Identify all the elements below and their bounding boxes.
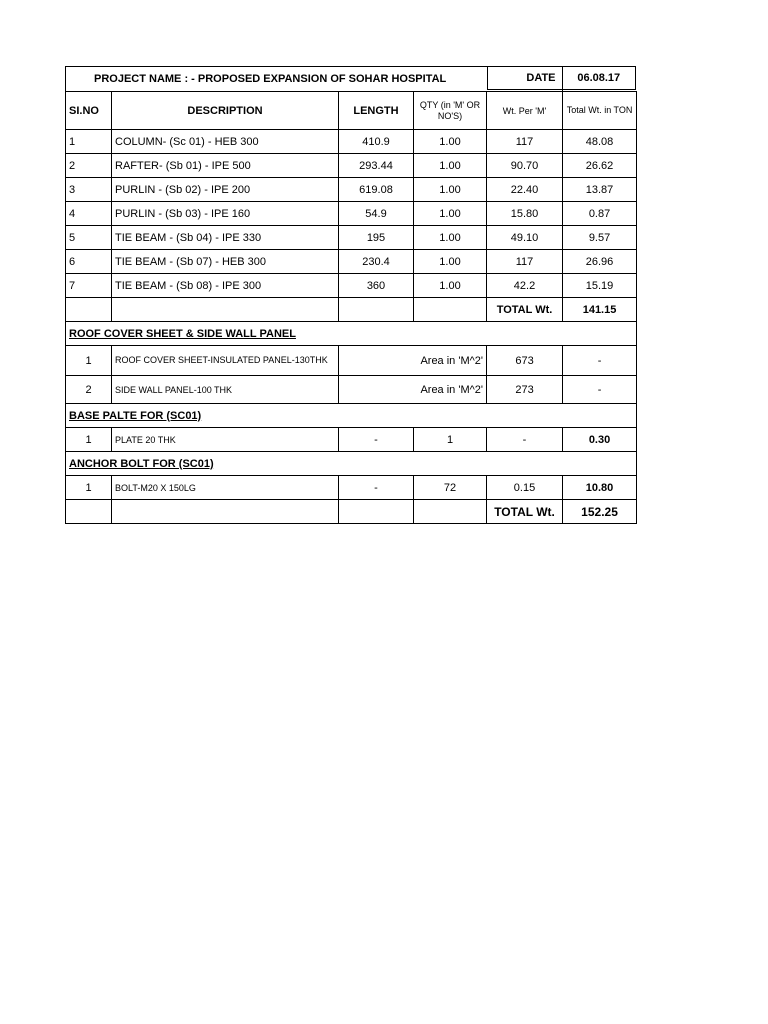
table-row: 6 TIE BEAM - (Sb 07) - HEB 300 230.4 1.00 117 26.96 — [66, 250, 637, 274]
table-row: 3 PURLIN - (Sb 02) - IPE 200 619.08 1.00 22.40 13.87 — [66, 178, 637, 202]
date-cells — [487, 66, 636, 91]
table-row: 2 SIDE WALL PANEL-100 THK Area in 'M^2' 273 - — [66, 376, 637, 404]
project-name: PROJECT NAME : - PROPOSED EXPANSION OF SOHAR HOSPITAL — [66, 67, 563, 92]
table-row: 4 PURLIN - (Sb 03) - IPE 160 54.9 1.00 15.80 0.87 — [66, 202, 637, 226]
col-total-wt: Total Wt. in TON — [563, 92, 637, 130]
grand-total-label: TOTAL Wt. — [487, 500, 563, 524]
table-row: 1 ROOF COVER SHEET-INSULATED PANEL-130THK Area in 'M^2' 673 - — [66, 346, 637, 376]
col-slno: SI.NO — [66, 92, 112, 130]
table-row: 5 TIE BEAM - (Sb 04) - IPE 330 195 1.00 49.10 9.57 — [66, 226, 637, 250]
section-title-base-plate: BASE PALTE FOR (SC01) — [66, 404, 637, 428]
col-wt-per-m: Wt. Per 'M' — [487, 92, 563, 130]
section-title-roof: ROOF COVER SHEET & SIDE WALL PANEL — [66, 322, 637, 346]
grand-total-value: 152.25 — [563, 500, 637, 524]
col-length: LENGTH — [339, 92, 414, 130]
date-value: 06.08.17 — [563, 66, 636, 90]
section-row — [66, 404, 637, 428]
subtotal-label: TOTAL Wt. — [487, 298, 563, 322]
table-row: 2 RAFTER- (Sb 01) - IPE 500 293.44 1.00 90.70 26.62 — [66, 154, 637, 178]
table-row: 1 BOLT-M20 X 150LG - 72 0.15 10.80 — [66, 476, 637, 500]
section-row — [66, 452, 637, 476]
column-header-row — [66, 92, 637, 130]
table-row: 7 TIE BEAM - (Sb 08) - IPE 300 360 1.00 42.2 15.19 — [66, 274, 637, 298]
col-qty: QTY (in 'M' OR NO'S) — [414, 92, 487, 130]
col-description: DESCRIPTION — [112, 92, 339, 130]
date-label: DATE — [487, 66, 563, 90]
section-row — [66, 322, 637, 346]
section-title-anchor-bolt: ANCHOR BOLT FOR (SC01) — [66, 452, 637, 476]
table-row: 1 COLUMN- (Sc 01) - HEB 300 410.9 1.00 117 48.08 — [66, 130, 637, 154]
table-row: 1 PLATE 20 THK - 1 - 0.30 — [66, 428, 637, 452]
subtotal-row — [66, 298, 637, 322]
weight-schedule-table — [65, 66, 637, 524]
grand-total-row — [66, 500, 637, 524]
subtotal-value: 141.15 — [563, 298, 637, 322]
